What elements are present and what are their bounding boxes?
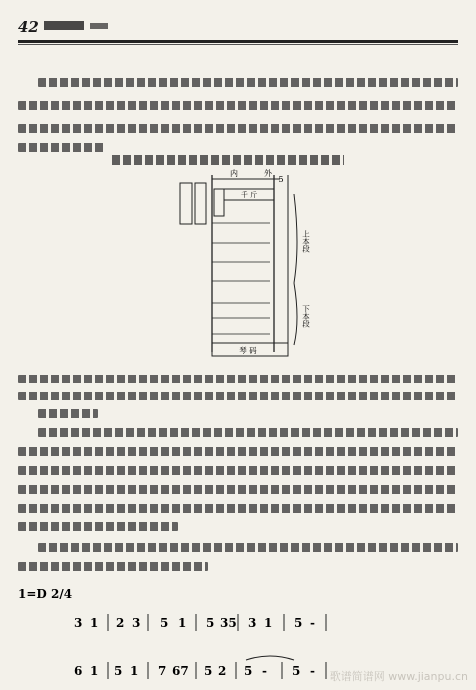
svg-text:5: 5 (206, 616, 215, 630)
svg-text:3: 3 (132, 616, 141, 630)
svg-text:2: 2 (116, 616, 125, 630)
watermark: 歌谱简谱网 www.jianpu.cn (329, 670, 468, 683)
marker-5: 5 (278, 175, 284, 184)
key-signature: 1=D 2/4 (18, 587, 73, 601)
label-upper-section: 上本段 (301, 230, 311, 253)
svg-text:5: 5 (204, 664, 213, 678)
label-outer: 外 (264, 169, 272, 178)
score-line-1 (74, 614, 326, 631)
svg-text:5: 5 (244, 664, 253, 678)
label-lower-section: 下本段 (301, 305, 311, 328)
svg-text:5: 5 (160, 616, 169, 630)
svg-text:1: 1 (90, 664, 99, 678)
svg-text:-: - (262, 664, 267, 678)
label-inner: 内 (230, 169, 238, 178)
svg-text:1: 1 (90, 616, 99, 630)
svg-text:3: 3 (248, 616, 257, 630)
label-mazi: 琴 码 (239, 346, 257, 355)
svg-text:67: 67 (172, 664, 189, 678)
svg-text:3: 3 (74, 616, 83, 630)
svg-text:5: 5 (292, 664, 301, 678)
svg-text:1: 1 (130, 664, 139, 678)
svg-text:5: 5 (114, 664, 123, 678)
svg-text:1: 1 (178, 616, 187, 630)
svg-text:35: 35 (220, 616, 237, 630)
svg-text:1: 1 (264, 616, 273, 630)
svg-text:-: - (310, 664, 315, 678)
score-line-2 (74, 656, 326, 679)
svg-text:5: 5 (294, 616, 303, 630)
page-number: 42 (18, 18, 39, 36)
svg-text:2: 2 (218, 664, 227, 678)
svg-text:-: - (310, 616, 315, 630)
svg-text:6: 6 (74, 664, 83, 678)
svg-text:7: 7 (158, 664, 167, 678)
label-qianjin: 千 斤 (240, 191, 258, 199)
